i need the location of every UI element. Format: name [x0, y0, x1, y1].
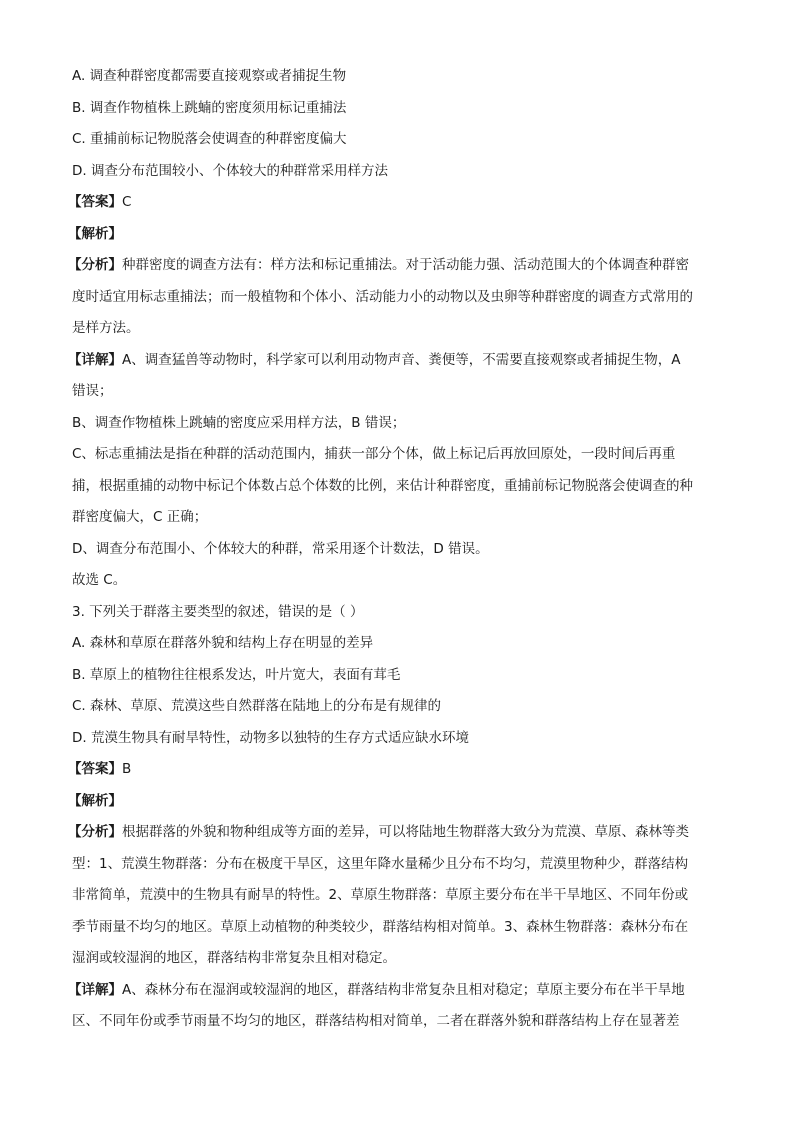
answer-value: B	[122, 761, 132, 777]
analysis-tag: 【解析】	[68, 792, 122, 809]
answer-value: C	[122, 194, 132, 210]
q3-fenxi-line-1	[68, 822, 734, 842]
q2-answer	[68, 192, 734, 212]
q2-xiangjie-line-6: 群密度偏大，C 正确；	[72, 509, 208, 525]
fenxi-text: 根据群落的外貌和物种组成等方面的差异，可以将陆地生物群落大致分为荒漠、草原、森林等类	[122, 824, 689, 840]
q2-xiangjie-line-4: C、标志重捕法是指在种群的活动范围内，捕获一部分个体，做上标记后再放回原处，一段时间后再重	[72, 446, 676, 462]
q3-xiangjie-line-2: 区、不同年份或季节雨量不均匀的地区，群落结构相对简单，二者在群落外貌和群落结构上存在显著差	[72, 1013, 680, 1029]
xiangjie-tag: 【详解】	[68, 351, 122, 368]
q3-option-c: C. 森林、草原、荒漠这些自然群落在陆地上的分布是有规律的	[72, 698, 442, 714]
q3-option-d: D. 荒漠生物具有耐旱特性，动物多以独特的生存方式适应缺水环境	[72, 729, 469, 746]
q3-stem: 3. 下列关于群落主要类型的叙述，错误的是（ ）	[72, 603, 364, 620]
q2-xiangjie-line-2: 错误；	[72, 383, 113, 399]
q2-fenxi-line-1	[68, 255, 734, 275]
q2-xiangjie-line-8: 故选 C。	[72, 572, 127, 588]
analysis-tag: 【解析】	[68, 225, 122, 242]
q2-xiangjie-line-1	[68, 350, 734, 370]
q2-xiangjie-line-7: D、调查分布范围小、个体较大的种群，常采用逐个计数法，D 错误。	[72, 540, 489, 557]
q3-fenxi-line-4: 季节雨量不均匀的地区。草原上动植物的种类较少，群落结构相对简单。3、森林生物群落：森林分布在	[72, 918, 689, 935]
answer-tag: 【答案】	[68, 761, 122, 777]
q3-fenxi-line-3: 非常简单，荒漠中的生物具有耐旱的特性。2、草原生物群落：草原主要分布在半干旱地区、不同年份或	[72, 887, 689, 903]
q2-option-d: D. 调查分布范围较小、个体较大的种群常采用样方法	[72, 162, 388, 179]
q2-fenxi-line-3: 是样方法。	[72, 320, 140, 336]
q2-analysis-heading	[68, 224, 734, 244]
q3-analysis-heading	[68, 791, 734, 811]
fenxi-text: 种群密度的调查方法有：样方法和标记重捕法。对于活动能力强、活动范围大的个体调查种群密	[122, 257, 689, 273]
answer-tag: 【答案】	[68, 194, 122, 210]
xiangjie-tag: 【详解】	[68, 981, 122, 998]
q2-xiangjie-line-5: 捕，根据重捕的动物中标记个体数占总个体数的比例，来估计种群密度，重捕前标记物脱落会使调查的种	[72, 477, 693, 494]
q3-option-a: A. 森林和草原在群落外貌和结构上存在明显的差异	[72, 635, 374, 651]
q3-fenxi-line-2: 型：1、荒漠生物群落：分布在极度干旱区，这里年降水量稀少且分布不均匀，荒漠里物种少，群落结构	[72, 855, 689, 872]
xiangjie-text: A、森林分布在湿润或较湿润的地区，群落结构非常复杂且相对稳定；草原主要分布在半干旱地	[122, 981, 685, 998]
q3-option-b: B. 草原上的植物往往根系发达，叶片宽大，表面有茸毛	[72, 666, 401, 683]
fenxi-tag: 【分析】	[68, 824, 122, 840]
q2-xiangjie-line-3: B、调查作物植株上跳蝻的密度应采用样方法，B 错误；	[72, 414, 406, 431]
fenxi-tag: 【分析】	[68, 257, 122, 273]
q2-option-b: B. 调查作物植株上跳蝻的密度须用标记重捕法	[72, 99, 347, 116]
q3-answer	[68, 759, 734, 779]
q3-xiangjie-line-1	[68, 980, 734, 1000]
q2-fenxi-line-2: 度时适宜用标志重捕法；而一般植物和个体小、活动能力小的动物以及虫卵等种群密度的调查方式常用的	[72, 288, 693, 305]
q2-option-c: C. 重捕前标记物脱落会使调查的种群密度偏大	[72, 131, 347, 147]
q3-fenxi-line-5: 湿润或较湿润的地区，群落结构非常复杂且相对稳定。	[72, 950, 396, 966]
xiangjie-text: A、调查猛兽等动物时，科学家可以利用动物声音、粪便等，不需要直接观察或者捕捉生物，A	[122, 351, 681, 368]
q2-option-a: A. 调查种群密度都需要直接观察或者捕捉生物	[72, 68, 347, 84]
